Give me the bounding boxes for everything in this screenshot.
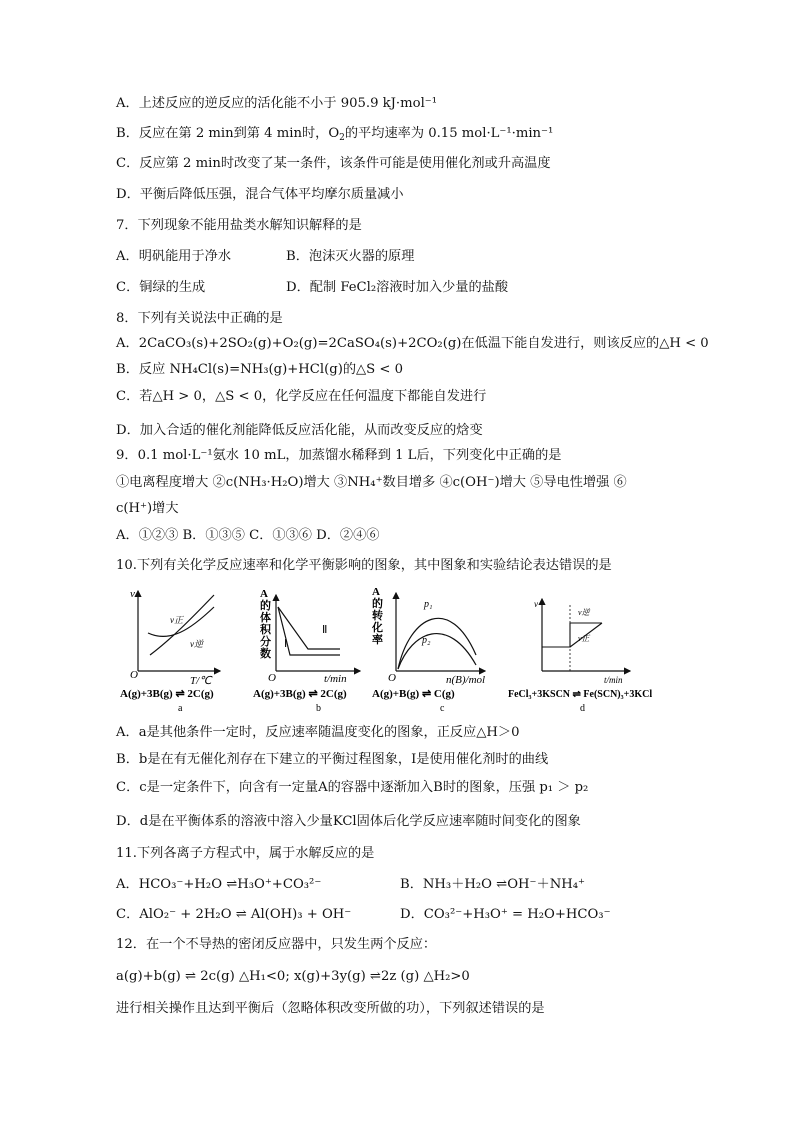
graph-c bbox=[371, 586, 485, 714]
q8-option-a: A．2CaCO₃(s)+2SO₂(g)+O₂(g)=2CaSO₄(s)+2CO₂(g)在低温下能自发进行，则该反应的△H < 0 bbox=[116, 336, 709, 351]
graph-a-ylabel: v bbox=[130, 588, 135, 600]
graph-d-xlabel: t/min bbox=[604, 675, 623, 685]
q11-option-c: C．AlO₂⁻ + 2H₂O ⇌ Al(OH)₃ + OH⁻ bbox=[116, 907, 352, 922]
graph-a-label2: v逆 bbox=[190, 639, 203, 649]
q8-stem: 8．下列有关说法中正确的是 bbox=[116, 311, 283, 326]
graph-b-curve-2 bbox=[278, 607, 340, 655]
graph-b-label1: Ⅱ bbox=[322, 624, 328, 636]
q11-option-a: A．HCO₃⁻+H₂O ⇌H₃O⁺+CO₃²⁻ bbox=[116, 877, 322, 892]
q6-option-a: A．上述反应的逆反应的活化能不小于 905.9 kJ·mol⁻¹ bbox=[116, 96, 438, 111]
q7-option-d: D．配制 FeCl₂溶液时加入少量的盐酸 bbox=[286, 280, 509, 295]
q12-tail: 进行相关操作且达到平衡后（忽略体积改变所做的功），下列叙述错误的是 bbox=[116, 1001, 545, 1016]
q10-option-d: D．d是在平衡体系的溶液中溶入少量KCl固体后化学反应速率随时间变化的图象 bbox=[116, 814, 581, 829]
q11-stem: 11.下列各离子方程式中，属于水解反应的是 bbox=[116, 846, 375, 861]
q10-graphs bbox=[110, 585, 690, 715]
graph-d bbox=[508, 599, 652, 714]
graph-c-curve-p1 bbox=[398, 618, 476, 669]
graph-c-xlabel: n(B)/mol bbox=[446, 674, 486, 686]
graph-d-label1: v逆 bbox=[578, 608, 590, 617]
q9-stem: 9．0.1 mol·L⁻¹氨水 10 mL，加蒸馏水稀释到 1 L后，下列变化中正确的是 bbox=[116, 448, 562, 463]
q6-option-b: B．反应在第 2 min到第 4 min时，$O_2$的平均速率为 0.15 mol·L⁻¹·min⁻¹ bbox=[116, 126, 554, 143]
graph-c-label1: p₁ bbox=[424, 599, 433, 610]
graph-b-tag: b bbox=[316, 703, 321, 714]
graph-d-ylabel: v bbox=[534, 599, 538, 609]
graph-a-curve-reverse bbox=[150, 595, 214, 655]
q10-stem: 10.下列有关化学反应速率和化学平衡影响的图象，其中图象和实验结论表达错误的是 bbox=[116, 558, 612, 573]
graph-a-origin: O bbox=[130, 669, 138, 681]
graph-d-tag: d bbox=[580, 703, 585, 714]
graph-a-xlabel: T/℃ bbox=[190, 675, 212, 687]
q7-option-c: C．铜绿的生成 bbox=[116, 280, 206, 295]
q12-stem: 12．在一个不导热的密闭反应器中，只发生两个反应： bbox=[116, 937, 437, 952]
q9-items: ①电离程度增大 ②c(NH₃·H₂O)增大 ③NH₄⁺数目增多 ④c(OH⁻)增大 ⑤导电性增强 ⑥ bbox=[116, 475, 627, 490]
graph-b-ylabel: A 的体积分数 bbox=[260, 588, 271, 660]
graph-b-xlabel: t/min bbox=[324, 673, 347, 685]
q7-option-b: B．泡沫灭火器的原理 bbox=[286, 249, 415, 264]
graph-b bbox=[253, 588, 360, 714]
q7-stem: 7．下列现象不能用盐类水解知识解释的是 bbox=[116, 218, 362, 233]
graph-a-label1: v正 bbox=[170, 615, 183, 625]
q8-option-c: C．若△H > 0，△S < 0，化学反应在任何温度下都能自发进行 bbox=[116, 389, 487, 404]
q6-option-d: D．平衡后降低压强，混合气体平均摩尔质量减小 bbox=[116, 187, 404, 202]
graph-d-reverse-rate bbox=[542, 623, 602, 647]
q9-options: A．①②③ B．①③⑤ C．①③⑥ D．②④⑥ bbox=[116, 528, 380, 543]
q8-option-d: D．加入合适的催化剂能降低反应活化能，从而改变反应的焓变 bbox=[116, 423, 483, 438]
graph-c-label2: p₂ bbox=[422, 635, 431, 646]
graph-c-equation: A(g)+B(g) ⇌ C(g) bbox=[372, 688, 455, 700]
graph-c-origin: O bbox=[388, 672, 396, 684]
graph-a-equation: A(g)+3B(g) ⇌ 2C(g) bbox=[120, 688, 214, 700]
q10-option-b: B．b是在有无催化剂存在下建立的平衡过程图象，Ⅰ是使用催化剂时的曲线 bbox=[116, 752, 549, 767]
graph-b-label2: Ⅰ bbox=[284, 638, 288, 650]
graph-c-tag: c bbox=[440, 703, 445, 714]
q8-option-b: B．反应 NH₄Cl(s)=NH₃(g)+HCl(g)的△S < 0 bbox=[116, 362, 404, 377]
graph-a-tag: a bbox=[178, 703, 183, 714]
graph-b-origin: O bbox=[268, 672, 276, 684]
q11-option-d: D．CO₃²⁻+H₃O⁺ = H₂O+HCO₃⁻ bbox=[400, 907, 611, 922]
q7-option-a: A．明矾能用于净水 bbox=[116, 249, 232, 264]
q11-option-b: B．NH₃＋H₂O ⇌OH⁻＋NH₄⁺ bbox=[400, 877, 585, 892]
graph-b-equation: A(g)+3B(g) ⇌ 2C(g) bbox=[253, 688, 347, 700]
graph-d-equation: FeCl₃+3KSCN ⇌ Fe(SCN)₃+3KCl bbox=[508, 689, 653, 700]
q12-reactions: a(g)+b(g) ⇌ 2c(g) △H₁<0; x(g)+3y(g) ⇌2z (g) △H₂>0 bbox=[116, 969, 470, 984]
q10-option-a: A．a是其他条件一定时，反应速率随温度变化的图象，正反应△H＞0 bbox=[116, 725, 520, 740]
graph-a bbox=[120, 588, 220, 714]
graph-c-ylabel: A 的转化率 bbox=[372, 586, 383, 646]
q10-option-c: C．c是一定条件下，向含有一定量A的容器中逐渐加入B时的图象，压强 p₁ ＞ p₂ bbox=[116, 780, 589, 795]
q6-option-c: C．反应第 2 min时改变了某一条件，该条件可能是使用催化剂或升高温度 bbox=[116, 156, 551, 171]
q9-items-cont: c(H⁺)增大 bbox=[116, 501, 179, 516]
graph-d-label2: v正 bbox=[578, 634, 590, 643]
